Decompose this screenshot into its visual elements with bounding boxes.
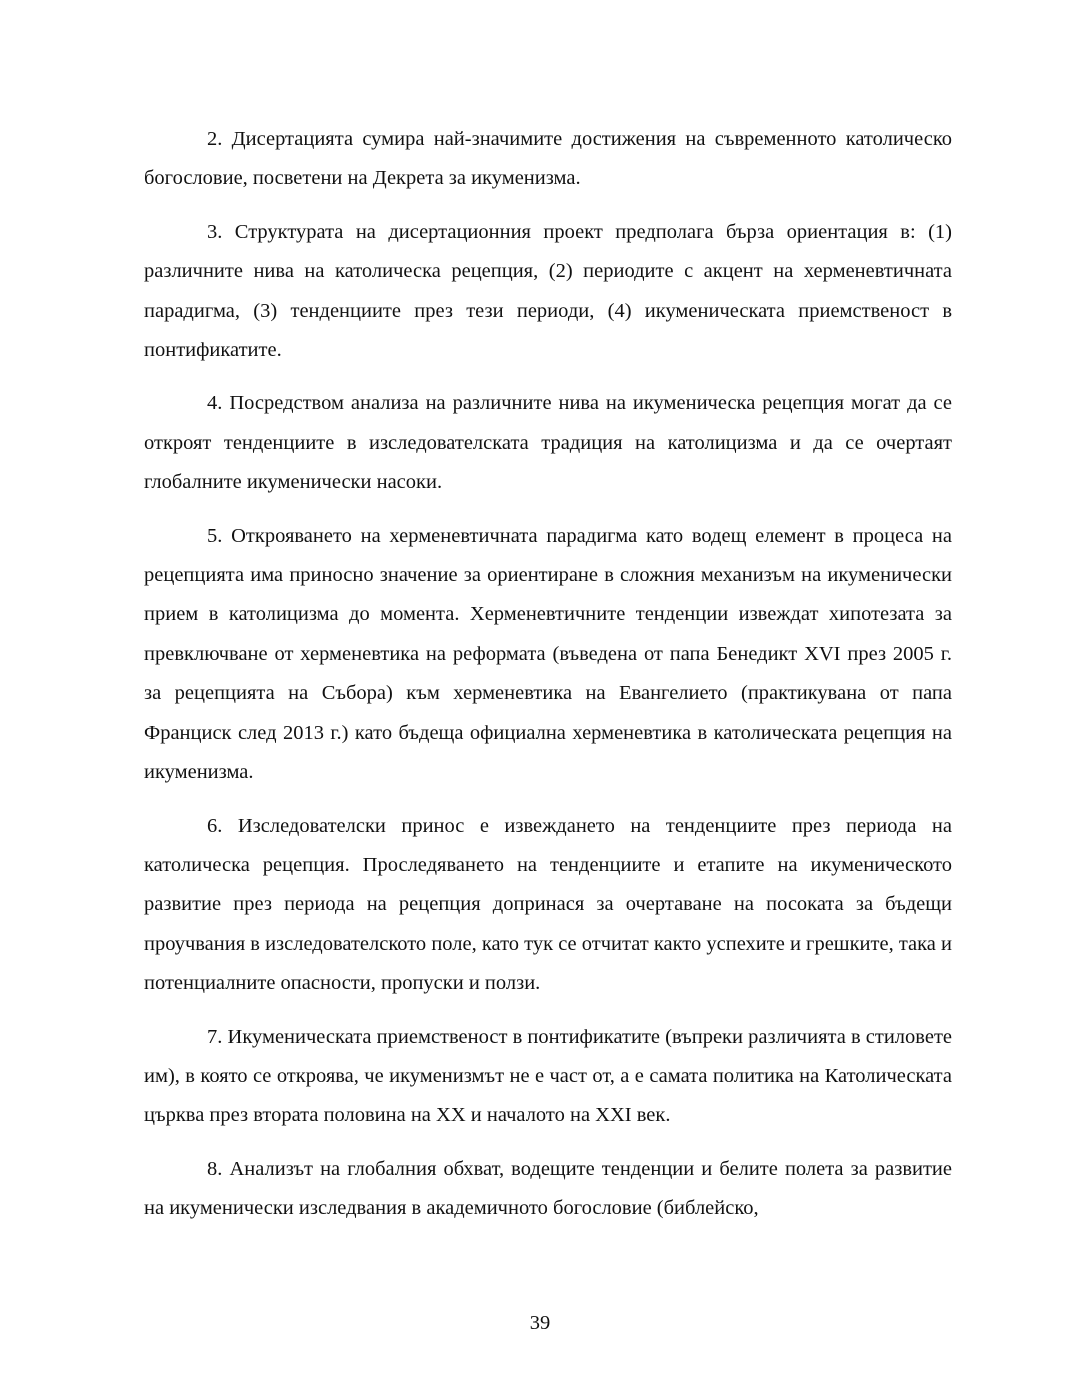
paragraph-item-5: 5. Открояването на херменевтичната парадигма като водещ елемент в процеса на рецепцията има приносно значение за ориентиране в сложния механизъм на икуменически прием в католицизма до момента. Херменевтичните тенденции извеждат хипотезата за превключване от херменевтика на реформата (въведена от папа Бенедикт XVI през 2005 г. за рецепцията на Събора) към херменевтика на Евангелието (практикувана от папа Франциск след 2013 г.) като бъдеща официална херменевтика в католическата рецепция на икуменизма. — [144, 524, 952, 784]
paragraph-item-2: 2. Дисертацията сумира най-значимите достижения на съвременното католическо богословие, посветени на Декрета за икуменизма. — [144, 128, 952, 190]
page-body — [144, 120, 952, 1243]
page-number: 39 — [529, 1312, 551, 1334]
paragraph-item-3: 3. Структурата на дисертационния проект предполага бърза ориентация в: (1) различните нива на католическа рецепция, (2) периодите с акцент на херменевтичната парадигма, (3) тенденциите през тези периоди, (4) икуменическата приемственост в понтификатите. — [144, 220, 952, 362]
paragraph-item-8: 8. Анализът на глобалния обхват, водещите тенденции и белите полета за развитие на икуменически изследвания в академичното богословие (библейско, — [144, 1157, 952, 1220]
paragraph-item-4: 4. Посредством анализа на различните нива на икуменическа рецепция могат да се откроят тенденциите в изследователската традиция на католицизма и да се очертаят глобалните икуменически насоки. — [144, 392, 952, 494]
paragraph-item-7: 7. Икуменическата приемственост в понтификатите (въпреки различията в стиловете им), в която се откроява, че икуменизмът не е част от, а е самата политика на Католическата църква през втората половина на XX и началото на XXI век. — [144, 1025, 952, 1127]
paragraph-item-6: 6. Изследователски принос е извеждането на тенденциите през периода на католическа рецепция. Проследяването на тенденциите и етапите на икуменическото развитие през периода на рецепция допринася за очертаване на посоката за бъдещи проучвания в изследователското поле, като тук се отчитат както успехите и грешките, така и потенциалните опасности, пропуски и ползи. — [144, 814, 952, 995]
